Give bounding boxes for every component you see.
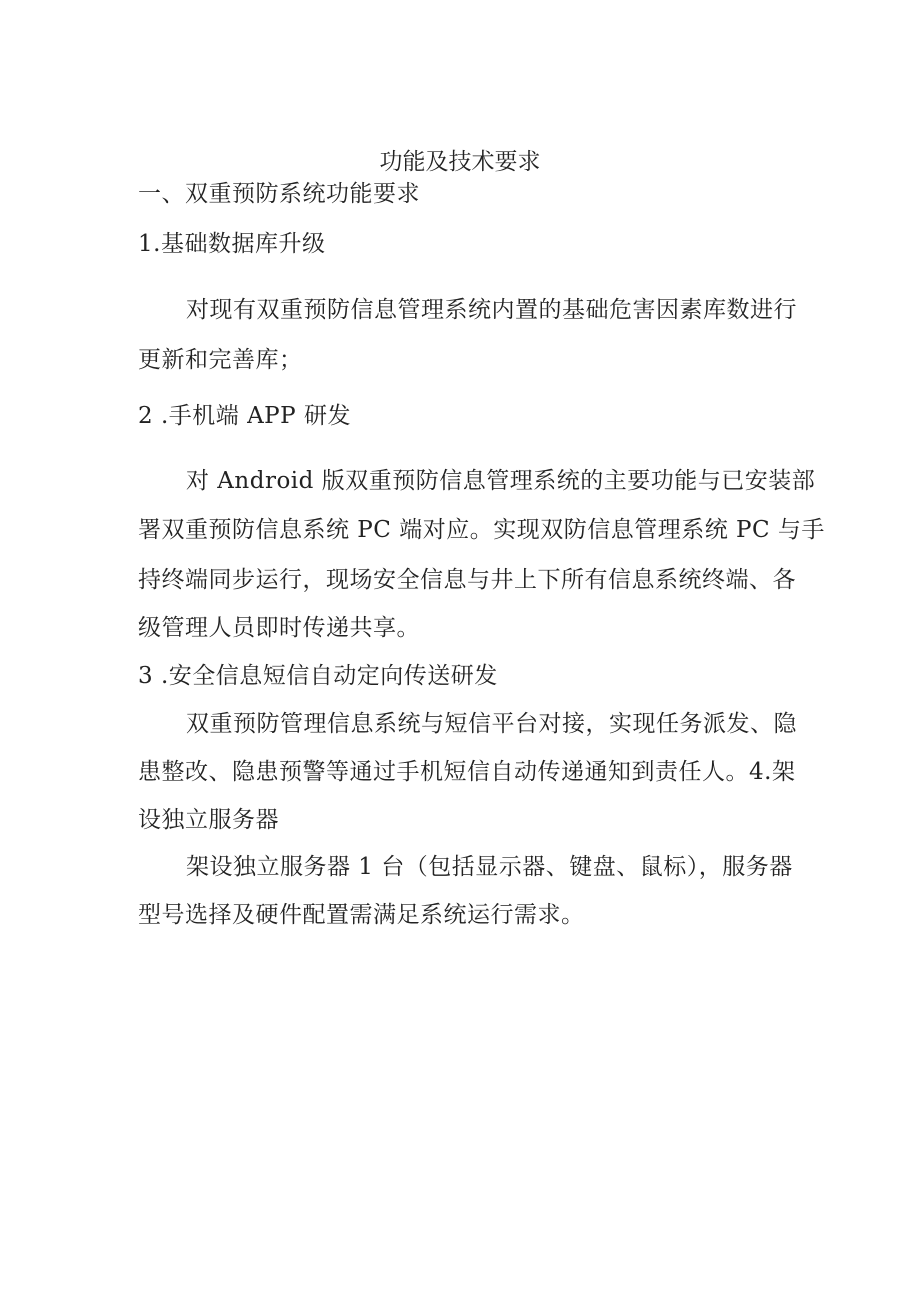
item-2-heading: 2 .手机端 APP 研发 — [138, 403, 351, 429]
item-2-paragraph-line-2: 署双重预防信息系统 PC 端对应。实现双防信息管理系统 PC 与手 — [138, 517, 825, 543]
item-3-paragraph-line-1: 双重预防管理信息系统与短信平台对接，实现任务派发、隐 — [186, 711, 797, 737]
item-3-paragraph-line-2: 患整改、隐患预警等通过手机短信自动传递通知到责任人。4.架 — [138, 759, 796, 785]
item-1-paragraph-line-1: 对现有双重预防信息管理系统内置的基础危害因素库数进行 — [186, 297, 797, 323]
item-2-paragraph-line-4: 级管理人员即时传递共享。 — [138, 615, 420, 641]
item-4-paragraph-line-1: 架设独立服务器 1 台（包括显示器、键盘、鼠标），服务器 — [186, 854, 793, 880]
item-1-paragraph-line-2: 更新和完善库； — [138, 347, 303, 373]
document-title: 功能及技术要求 — [379, 149, 541, 175]
item-2-paragraph-line-3: 持终端同步运行，现场安全信息与井上下所有信息系统终端、各 — [138, 567, 796, 593]
section-heading: 一、双重预防系统功能要求 — [138, 181, 420, 207]
item-3-heading: 3 .安全信息短信自动定向传送研发 — [138, 663, 498, 689]
item-2-paragraph-line-1: 对 Android 版双重预防信息管理系统的主要功能与已安装部 — [186, 468, 816, 494]
item-1-heading: 1.基础数据库升级 — [138, 231, 326, 257]
item-4-paragraph-line-2: 型号选择及硬件配置需满足系统运行需求。 — [138, 902, 585, 928]
item-3-paragraph-line-3: 设独立服务器 — [138, 807, 279, 833]
